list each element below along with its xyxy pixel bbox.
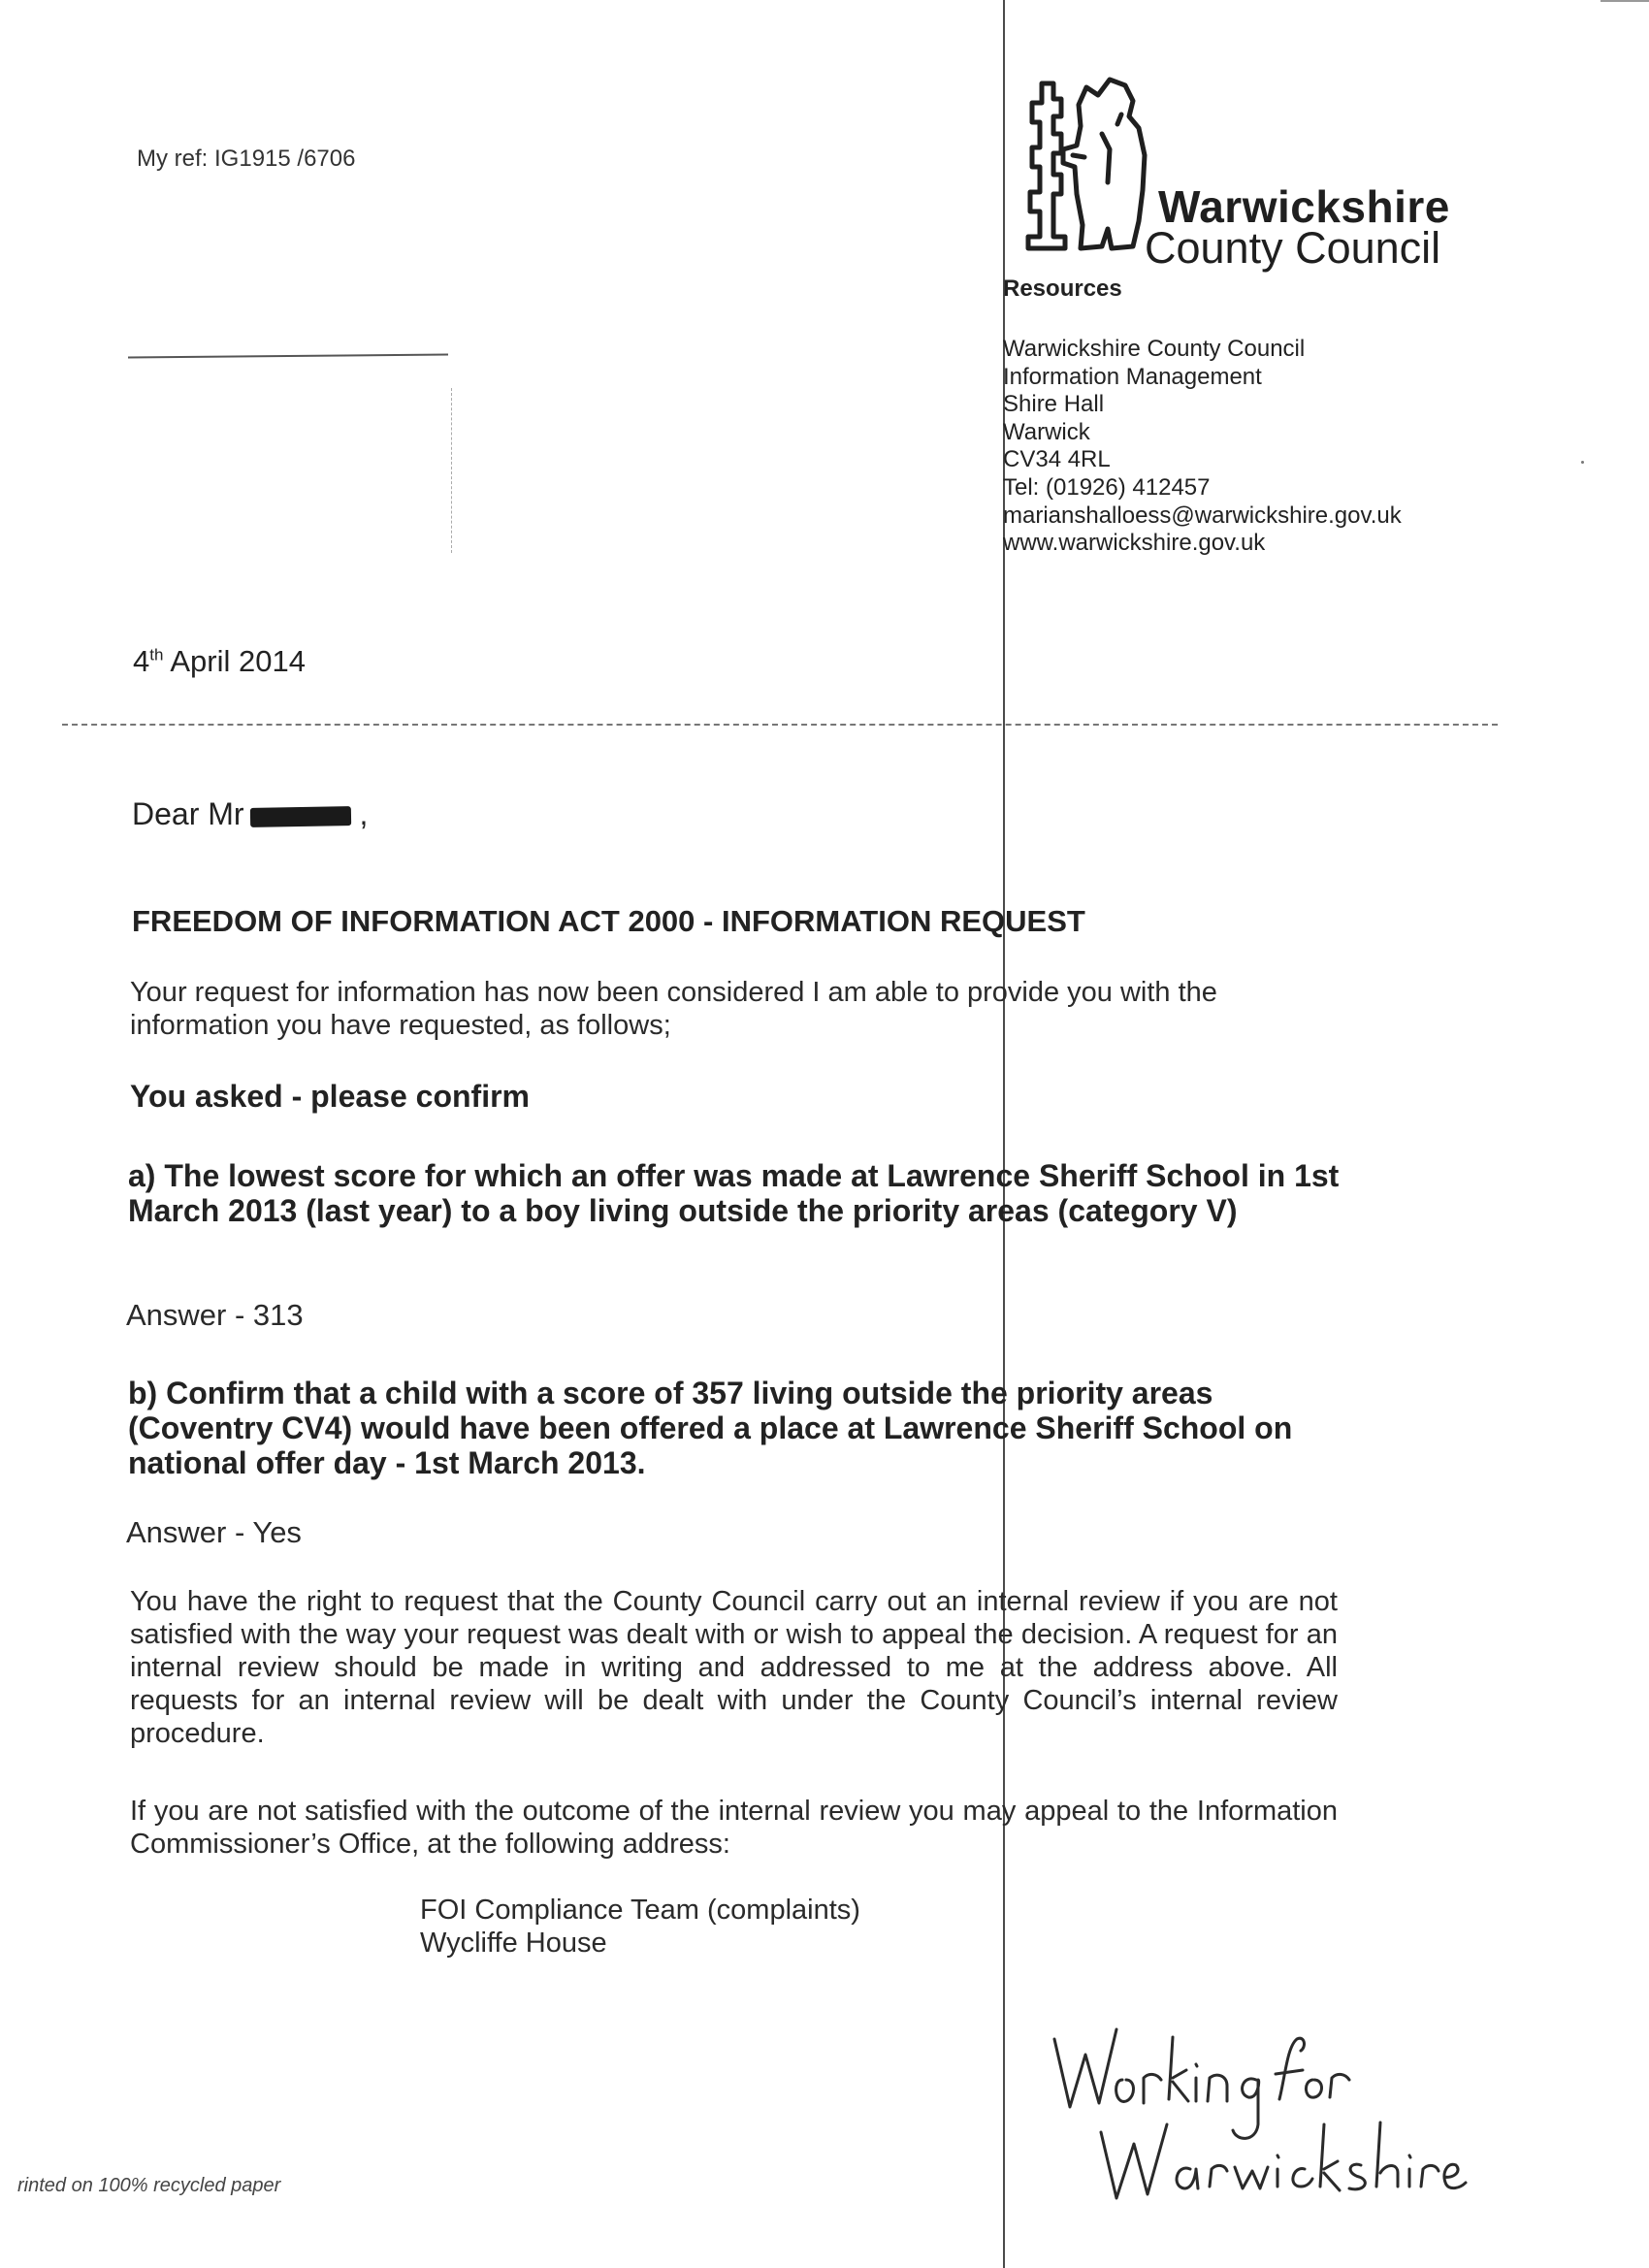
ico-address: [420, 1894, 860, 1960]
address-line: Information Management: [1003, 363, 1262, 390]
asked-label: You asked - please confirm: [130, 1079, 530, 1114]
council-logo: [1020, 66, 1476, 279]
scan-speck: [1581, 461, 1584, 464]
address-line: Shire Hall: [1003, 391, 1105, 418]
bear-and-ragged-staff-icon: [1020, 66, 1156, 260]
redacted-name: [249, 806, 350, 827]
envelope-window-line: [128, 354, 448, 359]
letter-date: [133, 644, 306, 679]
answer-b: Answer - Yes: [126, 1515, 302, 1549]
ico-address-line: FOI Compliance Team (complaints): [420, 1895, 860, 1926]
telephone: Tel: (01926) 412457: [1003, 473, 1211, 501]
email: marianshalloess@warwickshire.gov.uk: [1003, 502, 1402, 529]
salutation-prefix: Dear Mr: [132, 796, 244, 831]
salutation-suffix: ,: [359, 796, 369, 831]
address-line: Warwickshire County Council: [1003, 336, 1306, 362]
date-suffix: th: [149, 645, 164, 664]
recycled-paper-note: rinted on 100% recycled paper: [17, 2175, 281, 2196]
address-line: Warwick: [1003, 418, 1090, 445]
reference-number: My ref: IG1915 /6706: [137, 146, 356, 172]
ico-address-line: Wycliffe House: [420, 1928, 607, 1959]
website: www.warwickshire.gov.uk: [1003, 530, 1266, 557]
appeal-paragraph: If you are not satisfied with the outcome of the internal review you may appeal to the Information Commissioner’s Office, at the following address:: [130, 1796, 1338, 1860]
scan-corner-mark: [1600, 0, 1649, 2]
review-paragraph: You have the right to request that the County Council carry out an internal review if you are not satisfied with the way your request was dealt with or wish to appeal the decision. A request for an internal review should be made in writing and addressed to me at the address above. All requests for an internal review will be dealt with under the County Council’s internal review procedure.: [130, 1586, 1338, 1749]
department-label: Resources: [1003, 275, 1122, 302]
answer-a: Answer - 313: [126, 1298, 304, 1332]
address-line: CV34 4RL: [1003, 446, 1111, 473]
salutation: [132, 796, 368, 832]
question-b: b) Confirm that a child with a score of 357 living outside the priority areas (Coventry CV4) would have been offered a place at Lawrence Sheriff School on national offer day - 1st March 2013.: [128, 1376, 1293, 1480]
fold-line-horizontal: [62, 724, 1498, 726]
date-day: 4: [133, 644, 150, 678]
envelope-window-edge: [451, 388, 453, 553]
intro-paragraph: Your request for information has now been considered I am able to provide you with the information you have requested, as follows;: [130, 977, 1217, 1041]
sender-address: [1003, 336, 1402, 558]
date-rest: April 2014: [170, 644, 306, 678]
working-for-warwickshire-signature: [1043, 1979, 1470, 2212]
letter-heading: FREEDOM OF INFORMATION ACT 2000 - INFORMATION REQUEST: [132, 904, 1085, 938]
logo-line-1: Warwickshire: [1158, 181, 1450, 232]
logo-line-2: County Council: [1145, 223, 1441, 273]
question-a: a) The lowest score for which an offer was made at Lawrence Sheriff School in 1st March 2013 (last year) to a boy living outside the priority areas (category V): [128, 1158, 1340, 1228]
